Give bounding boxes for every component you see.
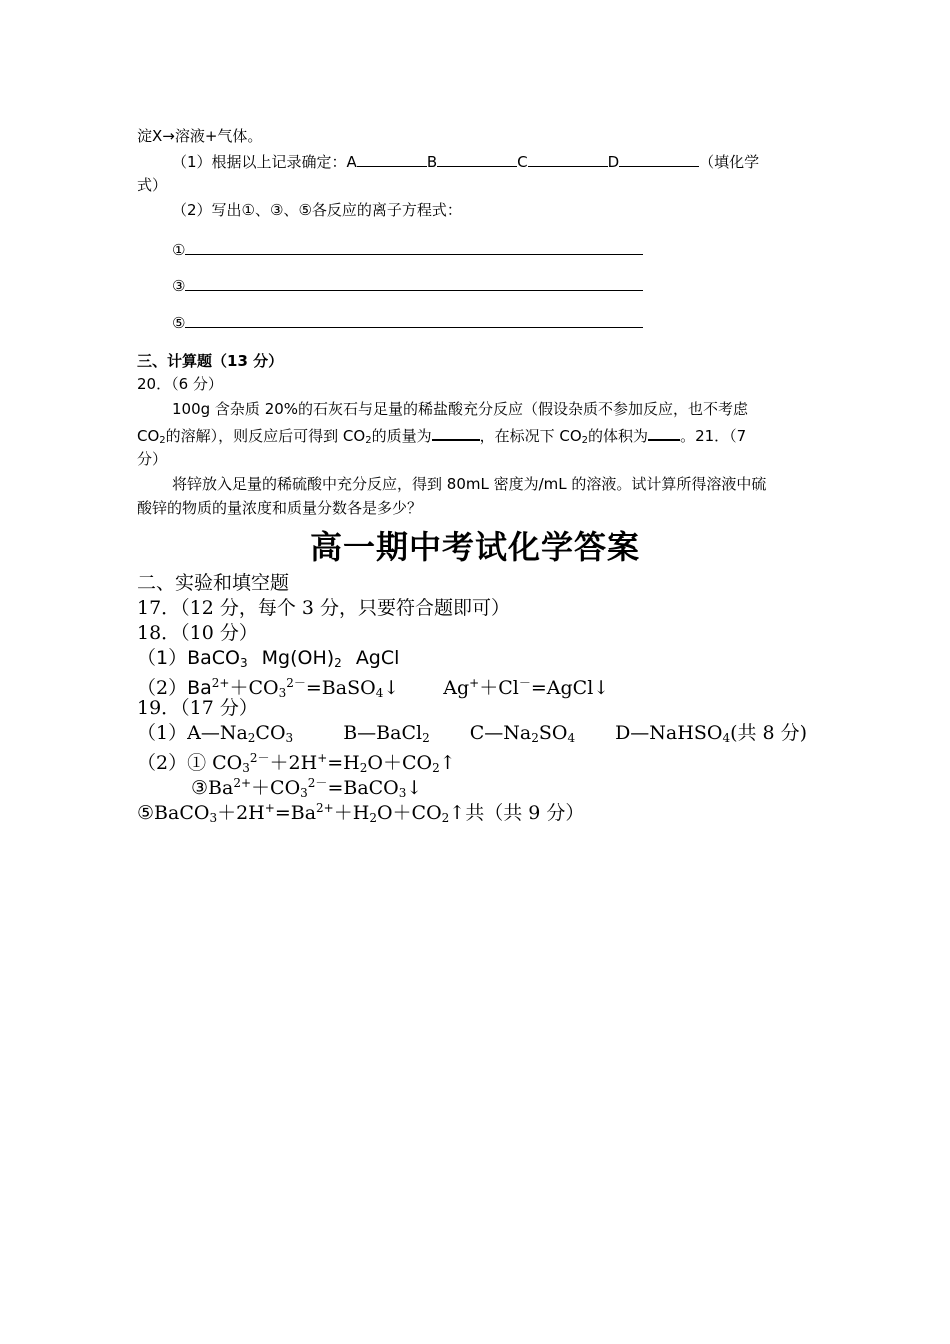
answer-18-1: （1）BaCO$_3$ $Mg(OH)_2$ AgCl (137, 647, 400, 670)
p19-intro: 淀X→溶液+气体。 (137, 127, 263, 145)
q21-line2: 酸锌的物质的量浓度和质量分数各是多少？ (137, 499, 423, 517)
blank-eq5 (185, 311, 643, 328)
answer-title: 高一期中考试化学答案 (309, 528, 640, 566)
answer-sec2: 二、实验和填空题 (137, 572, 290, 594)
blank-mass (432, 423, 480, 441)
answer-19-2-eq5: $⑤BaCO_3+2H^+=Ba^{2+}+H_2O+CO_2↑$共（共 9 分） (137, 801, 585, 825)
q20-line2: $CO_2$的溶解），则反应后可得到 $CO_2$的质量为 ，在标况下 $CO_2$的体积为 。21．（7 (137, 423, 817, 452)
p19-eq1: ① (172, 238, 852, 261)
q20-label: 20．（6 分） (137, 375, 223, 393)
blank-a (357, 150, 427, 167)
blank-d (619, 150, 699, 167)
blank-eq3 (185, 274, 643, 291)
p19-q2: （2）写出①、③、⑤各反应的离子方程式： (172, 201, 462, 219)
section3-heading: 三、计算题（13 分） (137, 352, 284, 370)
p19-q1: （1）根据以上记录确定：A B C D （填化学 (172, 150, 852, 173)
blank-volume (648, 423, 680, 441)
answer-19: 19．（17 分） (137, 697, 258, 719)
q20-line1: 100g 含杂质 20%的石灰石与足量的稀盐酸充分反应（假设杂质不参加反应，也不考虑 (172, 400, 749, 418)
q20-line3: 分） (137, 450, 168, 468)
p19-eq3: ③ (172, 274, 852, 297)
blank-c (528, 150, 608, 167)
blank-eq1 (185, 238, 643, 255)
answer-18: 18．（10 分） (137, 622, 258, 644)
answer-17: 17．（12 分，每个 3 分，只要符合题即可） (137, 597, 511, 619)
blank-b (437, 150, 517, 167)
p19-eq5: ⑤ (172, 311, 852, 334)
answer-18-2: $(2)Ba^{2+}+CO_3^{2-}=BaSO_4↓$ Ag+＋Cl－=AgCl↓ (137, 676, 610, 700)
q21-line1: 将锌放入足量的稀硫酸中充分反应，得到 80mL 密度为/mL 的溶液。试计算所得溶液中硫 (172, 475, 767, 493)
answer-19-1: $(1)A—Na_2CO_3$ B—BaCl$_2$ $C—Na_2SO_4$ D—NaHSO$_4$(共 8 分) (137, 722, 808, 745)
answer-19-2-eq3: $③Ba^{2+}+CO_3^{2-}=BaCO_3↓$ (191, 776, 423, 800)
answer-19-2-eq1: （2）① $CO_3^{2-}+2H^+=H_2O+CO_2↑$ (137, 751, 456, 775)
p19-q1-wrap: 式） (137, 176, 168, 194)
